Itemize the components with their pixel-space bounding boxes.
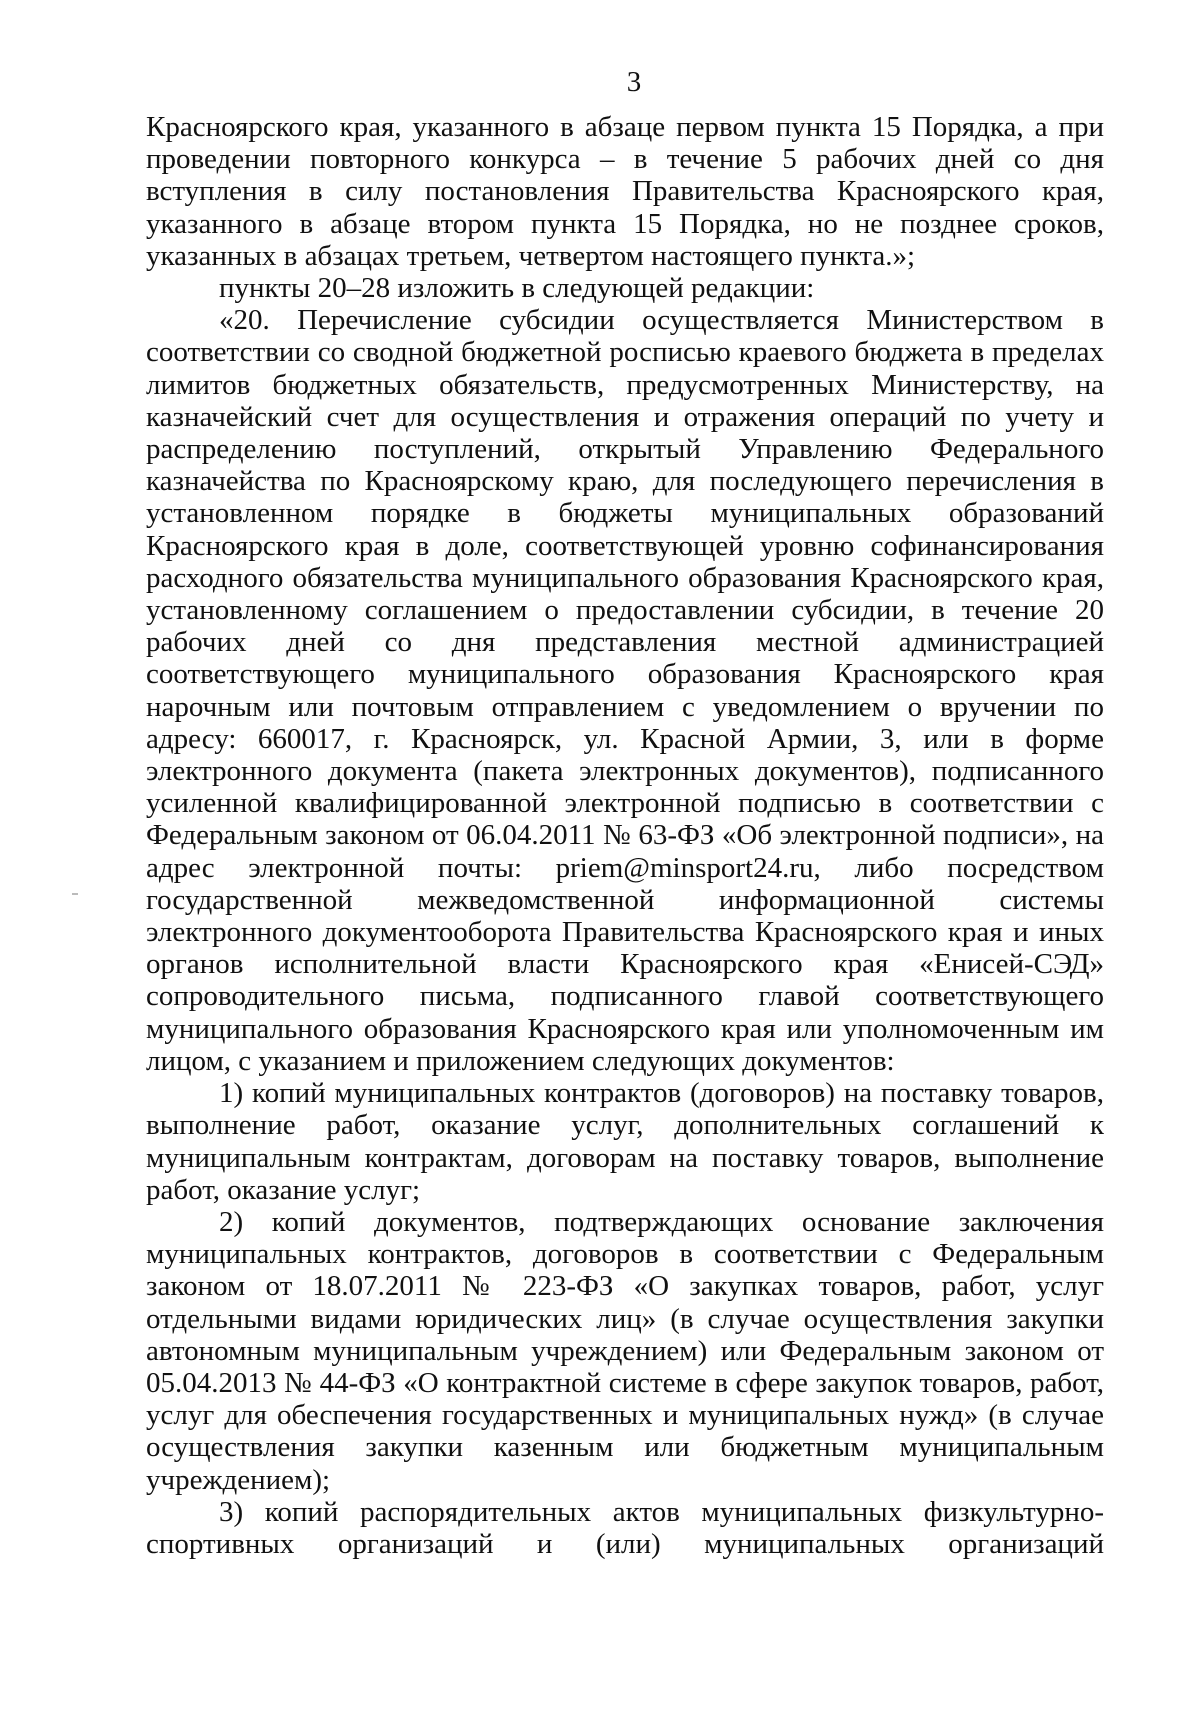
paragraph-subitem-3: 3) копий распорядительных актов муниципальных физкультурно-спортивных организаций и (или) муниципальных организаций xyxy=(146,1495,1104,1560)
paragraph-item-20: «20. Перечисление субсидии осуществляется Министерством в соответствии со сводной бюджетной росписью краевого бюджета в пределах лимитов бюджетных обязательств, предусмотренных Министерству, на казначейский счет для осуществления и отражения операций по учету и распределению поступлений, открытый Управлению Федерального казначейства по Красноярскому краю, для последующего перечисления в установленном порядке в бюджеты муниципальных образований Красноярского края в доле, соответствующей уровню софинансирования расходного обязательства муниципального образования Красноярского края, установленному соглашением о предоставлении субсидии, в течение 20 рабочих дней со дня представления местной администрацией соответствующего муниципального образования Красноярского края нарочным или почтовым отправлением с уведомлением о вручении по адресу: 660017, г. Красноярск, ул. Красной Армии, 3, или в форме электронного документа (пакета электронных документов), подписанного усиленной квалифицированной электронной подписью в соответствии с Федеральным законом от 06.04.2011 № 63-ФЗ «Об электронной подписи», на адрес электронной почты: priem@minsport24.ru, либо посредством государственной межведомственной информационной системы электронного документооборота Правительства Красноярского края и иных органов исполнительной власти Красноярского края «Енисей-СЭД» сопроводительного письма, подписанного главой соответствующего муниципального образования Красноярского края или уполномоченным им лицом, с указанием и приложением следующих документов: xyxy=(146,304,1104,1077)
paragraph-subitem-2: 2) копий документов, подтверждающих основание заключения муниципальных контрактов, договоров в соответствии с Федеральным законом от 18.07.2011 № 223-ФЗ «О закупках товаров, работ, услуг отдельными видами юридических лиц» (в случае осуществления закупки автономным муниципальным учреждением) или Федеральным законом от 05.04.2013 № 44-ФЗ «О контрактной системе в сфере закупок товаров, работ, услуг для обеспечения государственных и муниципальных нужд» (в случае осуществления закупки казенным или бюджетным муниципальным учреждением); xyxy=(146,1205,1104,1496)
scan-artifact xyxy=(72,893,78,895)
paragraph-amendment-intro: пункты 20–28 изложить в следующей редакции: xyxy=(219,272,815,305)
paragraph-continuation: Красноярского края, указанного в абзаце первом пункта 15 Порядка, а при проведении повторного конкурса – в течение 5 рабочих дней со дня вступления в силу постановления Правительства Красноярского края, указанного в абзаце втором пункта 15 Порядка, но не позднее сроков, указанных в абзацах третьем, четвертом настоящего пункта.»; xyxy=(146,111,1104,272)
paragraph-subitem-1: 1) копий муниципальных контрактов (договоров) на поставку товаров, выполнение работ, оказание услуг, дополнительных соглашений к муниципальным контрактам, договорам на поставку товаров, выполнение работ, оказание услуг; xyxy=(146,1077,1104,1206)
document-body xyxy=(146,111,1104,1560)
page-number: 3 xyxy=(626,66,642,98)
